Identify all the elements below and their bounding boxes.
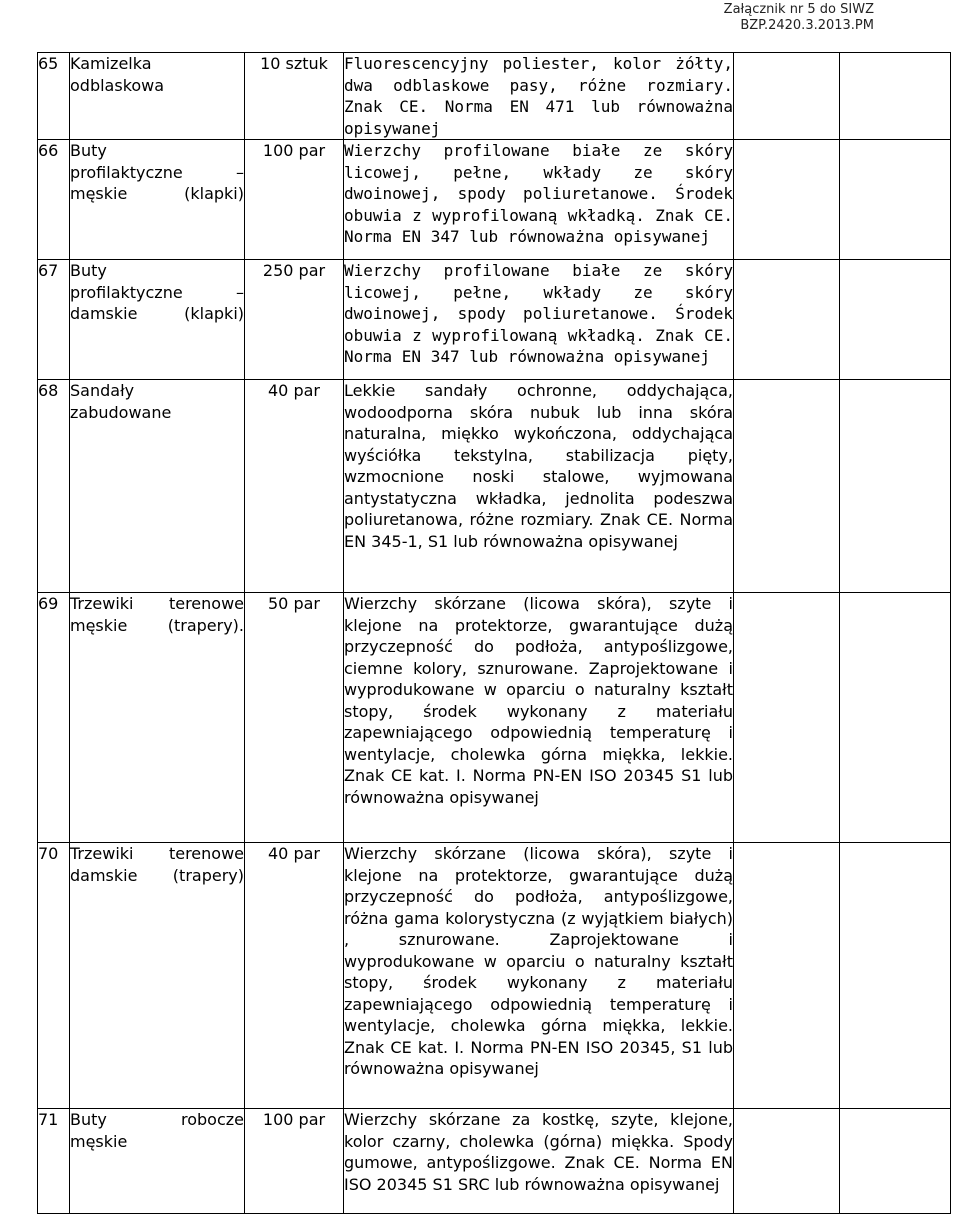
item-name — [70, 1109, 245, 1214]
item-number: 65 — [38, 53, 70, 140]
item-name-line: damskie (trapery) — [70, 865, 244, 885]
item-description: Wierzchy skórzane za kostkę, szyte, klejone, kolor czarny, cholewka (górna) miękka. Spody gumowe, antypoślizgowe. Znak CE. Norma EN ISO 20345 S1 SRC lub równoważna opisywanej — [344, 1109, 734, 1214]
item-name-line: męskie (trapery). — [70, 615, 244, 635]
item-quantity: 10 sztuk — [245, 53, 344, 140]
document-header — [724, 2, 874, 34]
item-name-line: Sandały — [70, 381, 135, 400]
item-name-line: damskie (klapki) — [70, 304, 244, 323]
item-name-line: męskie (klapki) — [70, 184, 244, 203]
item-number: 69 — [38, 593, 70, 843]
empty-cell-a — [734, 380, 840, 593]
item-description: Wierzchy skórzane (licowa skóra), szyte i klejone na protektorze, gwarantujące dużą przyczepność do podłoża, antypoślizgowe, ciemne kolory, sznurowane. Zaprojektowane i wyprodukowane w oparciu o naturalny kształt stopy, środek wykonany z materiału zapewniającego odpowiednią temperaturę i wentylacje, cholewka górna miękka, lekkie. Znak CE kat. I. Norma PN-EN ISO 20345 S1 lub równoważna opisywanej — [344, 593, 734, 843]
item-name — [70, 843, 245, 1109]
item-description: Wierzchy profilowane białe ze skóry licowej, pełne, wkłady ze skóry dwoinowej, spody poliuretanowe. Środek obuwia z wyprofilowaną wkładką. Znak CE. Norma EN 347 lub równoważna opisywanej — [344, 260, 734, 380]
item-quantity: 100 par — [245, 140, 344, 260]
item-name-line: Buty — [70, 141, 107, 160]
item-number: 67 — [38, 260, 70, 380]
empty-cell-b — [840, 140, 951, 260]
reference-number: BZP.2420.3.2013.PM — [740, 18, 874, 33]
empty-cell-b — [840, 593, 951, 843]
table-row — [38, 260, 951, 380]
item-description: Fluorescencyjny poliester, kolor żółty, dwa odblaskowe pasy, różne rozmiary. Znak CE. Norma EN 471 lub równoważna opisywanej — [344, 54, 733, 138]
specification-table — [37, 52, 951, 1214]
item-name — [70, 140, 245, 260]
item-quantity: 40 par — [245, 843, 344, 1109]
item-name-line: Trzewiki terenowe — [70, 594, 244, 613]
table-row — [38, 593, 951, 843]
item-quantity: 100 par — [245, 1109, 344, 1214]
table-row — [38, 53, 951, 140]
item-description: Wierzchy profilowane białe ze skóry licowej, pełne, wkłady ze skóry dwoinowej, spody poliuretanowe. Środek obuwia z wyprofilowaną wkładką. Znak CE. Norma EN 347 lub równoważna opisywanej — [344, 140, 734, 260]
item-name-line: profilaktyczne – — [70, 282, 244, 302]
item-quantity: 250 par — [245, 260, 344, 380]
empty-cell-b — [840, 380, 951, 593]
table-body — [38, 53, 951, 1214]
empty-cell-a — [734, 53, 840, 140]
table-row — [38, 1109, 951, 1214]
table-row — [38, 843, 951, 1109]
table-row — [38, 140, 951, 260]
item-name-line: profilaktyczne – — [70, 162, 244, 182]
item-number: 66 — [38, 140, 70, 260]
item-description: Lekkie sandały ochronne, oddychająca, wodoodporna skóra nubuk lub inna skóra naturalna, miękko wykończona, oddychająca wyściółka tekstylna, stabilizacja pięty, wzmocnione noski stalowe, wyjmowana antystatyczna wkładka, jednolita podeszwa poliuretanowa, różne rozmiary. Znak CE. Norma EN 345-1, S1 lub równoważna opisywanej — [344, 380, 734, 593]
empty-cell-a — [734, 1109, 840, 1214]
empty-cell-a — [734, 843, 840, 1109]
item-name-line: Buty — [70, 261, 107, 280]
empty-cell-a — [734, 593, 840, 843]
attachment-label: Załącznik nr 5 do SIWZ — [723, 2, 874, 17]
item-number: 68 — [38, 380, 70, 593]
item-name-line: odblaskowa — [70, 75, 165, 95]
empty-cell-a — [734, 260, 840, 380]
item-name-line: męskie — [70, 1131, 128, 1151]
item-name — [70, 260, 245, 380]
item-name — [70, 593, 245, 843]
item-name — [70, 380, 245, 593]
empty-cell-b — [840, 53, 951, 140]
item-name-line: Buty robocze — [70, 1110, 244, 1129]
empty-cell-b — [840, 843, 951, 1109]
item-name-line: Kamizelka — [70, 54, 152, 73]
item-number: 70 — [38, 843, 70, 1109]
item-name-line: Trzewiki terenowe — [70, 844, 244, 863]
item-name — [70, 53, 245, 140]
item-name-line: zabudowane — [70, 402, 172, 422]
item-quantity: 40 par — [245, 380, 344, 593]
item-description: Wierzchy skórzane (licowa skóra), szyte i klejone na protektorze, gwarantujące dużą przyczepność do podłoża, antypoślizgowe, różna gama kolorystyczna (z wyjątkiem białych) , sznurowane. Zaprojektowane i wyprodukowane w oparciu o naturalny kształt stopy, środek wykonany z materiału zapewniającego odpowiednią temperaturę i wentylacje, cholewka górna miękka, lekkie. Znak CE kat. I. Norma PN-EN ISO 20345, S1 lub równoważna opisywanej — [344, 843, 734, 1109]
item-quantity: 50 par — [245, 593, 344, 843]
empty-cell-b — [840, 1109, 951, 1214]
empty-cell-b — [840, 260, 951, 380]
item-number: 71 — [38, 1109, 70, 1214]
empty-cell-a — [734, 140, 840, 260]
table-row — [38, 380, 951, 593]
